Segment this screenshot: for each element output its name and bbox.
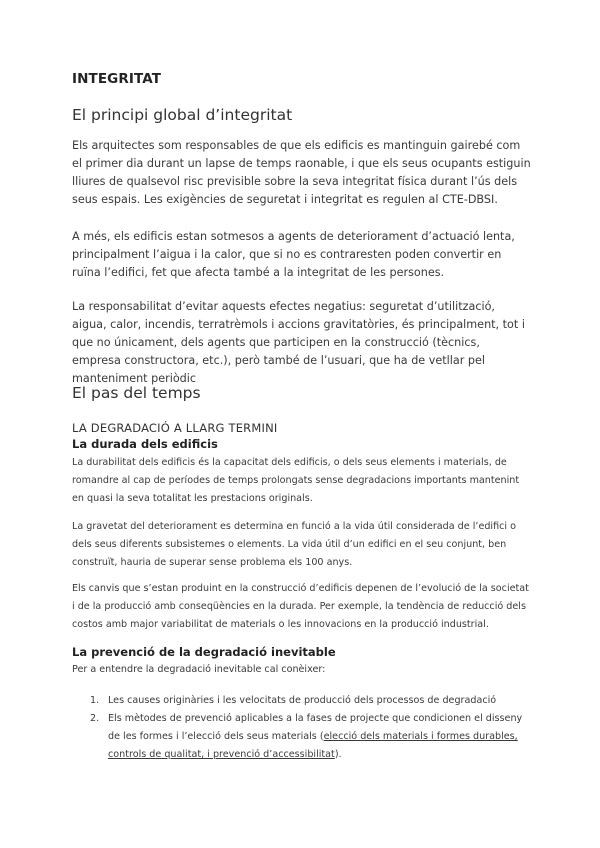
list-item-number: 2. xyxy=(90,713,100,724)
paragraph-prevencio-intro: Per a entendre la degradació inevitable cal conèixer: xyxy=(72,664,326,675)
subheading-degradacio: LA DEGRADACIÓ A LLARG TERMINI xyxy=(72,421,278,435)
list-item xyxy=(72,692,532,710)
document-title: INTEGRITAT xyxy=(72,71,162,87)
paragraph-agents-deteriorament: A més, els edificis estan sotmesos a agents de deteriorament d’actuació lenta, principalment l’aigua i la calor, que si no es contraresten poden convertir en ruïna l’edifici, fet que afecta també a la integritat de les persones. xyxy=(72,230,515,279)
underlined-link[interactable]: elecció dels materials i formes durables, controls de qualitat, i prevenció d’accessibilitat xyxy=(108,731,518,760)
heading-durada: La durada dels edificis xyxy=(72,437,218,451)
list-item-number: 1. xyxy=(90,695,100,706)
paragraph-efectes-negatius: La responsabilitat d’evitar aquests efectes negatius: seguretat d’utilització, aigua, calor, incendis, terratrèmols i accions gravitatòries, és principalment, tot i que no únicament, dels agents que participen en la construcció (tècnics, empresa constructora, etc.), però també de l’usuari, que ha de vetllar pel manteniment periòdic xyxy=(72,300,525,385)
paragraph-durabilitat: La durabilitat dels edificis és la capacitat dels edificis, o dels seus elements i materials, de romandre al cap de períodes de temps prolongats sense degradacions importants mantenint en quasi la seva totalitat les prestacions originals. xyxy=(72,457,520,504)
heading-prevencio: La prevenció de la degradació inevitable xyxy=(72,645,336,659)
paragraph-responsabilitat: Els arquitectes som responsables de que els edificis es mantinguin gairebé com el primer dia durant un lapse de temps raonable, i que els seus ocupants estiguin lliures de qualsevol risc previsible sobre la seva integritat física durant l’ús dels seus espais. Les exigències de seguretat i integritat es regulen al CTE-DBSI. xyxy=(72,139,531,206)
paragraph-gravetat: La gravetat del deteriorament es determina en funció a la vida útil considerada de l’edifici o dels seus diferents subsistemes o elements. La vida útil d’un edifici en el seu conjunt, ben construït, hauria de superar sense problema els 100 anys. xyxy=(72,521,517,568)
list-item-text-end: ). xyxy=(334,749,342,760)
section-heading-integritat: El principi global d’integritat xyxy=(72,106,293,124)
numbered-list xyxy=(72,692,532,764)
paragraph-canvis: Els canvis que s’estan produint en la construcció d’edificis depenen de l’evolució de la societat i de la producció amb conseqüències en la durada. Per exemple, la tendència de reducció dels costos amb major variabilitat de materials o les innovacions en la producció industrial. xyxy=(72,583,529,630)
list-item xyxy=(72,710,532,764)
list-item-text: Els mètodes de prevenció aplicables a la fases de projecte que condicionen el disseny de les formes i l’elecció dels seus materials ( xyxy=(108,713,523,742)
list-item-text: Les causes originàries i les velocitats de producció dels processos de degradació xyxy=(108,695,497,706)
section-heading-pas-del-temps: El pas del temps xyxy=(72,384,201,402)
